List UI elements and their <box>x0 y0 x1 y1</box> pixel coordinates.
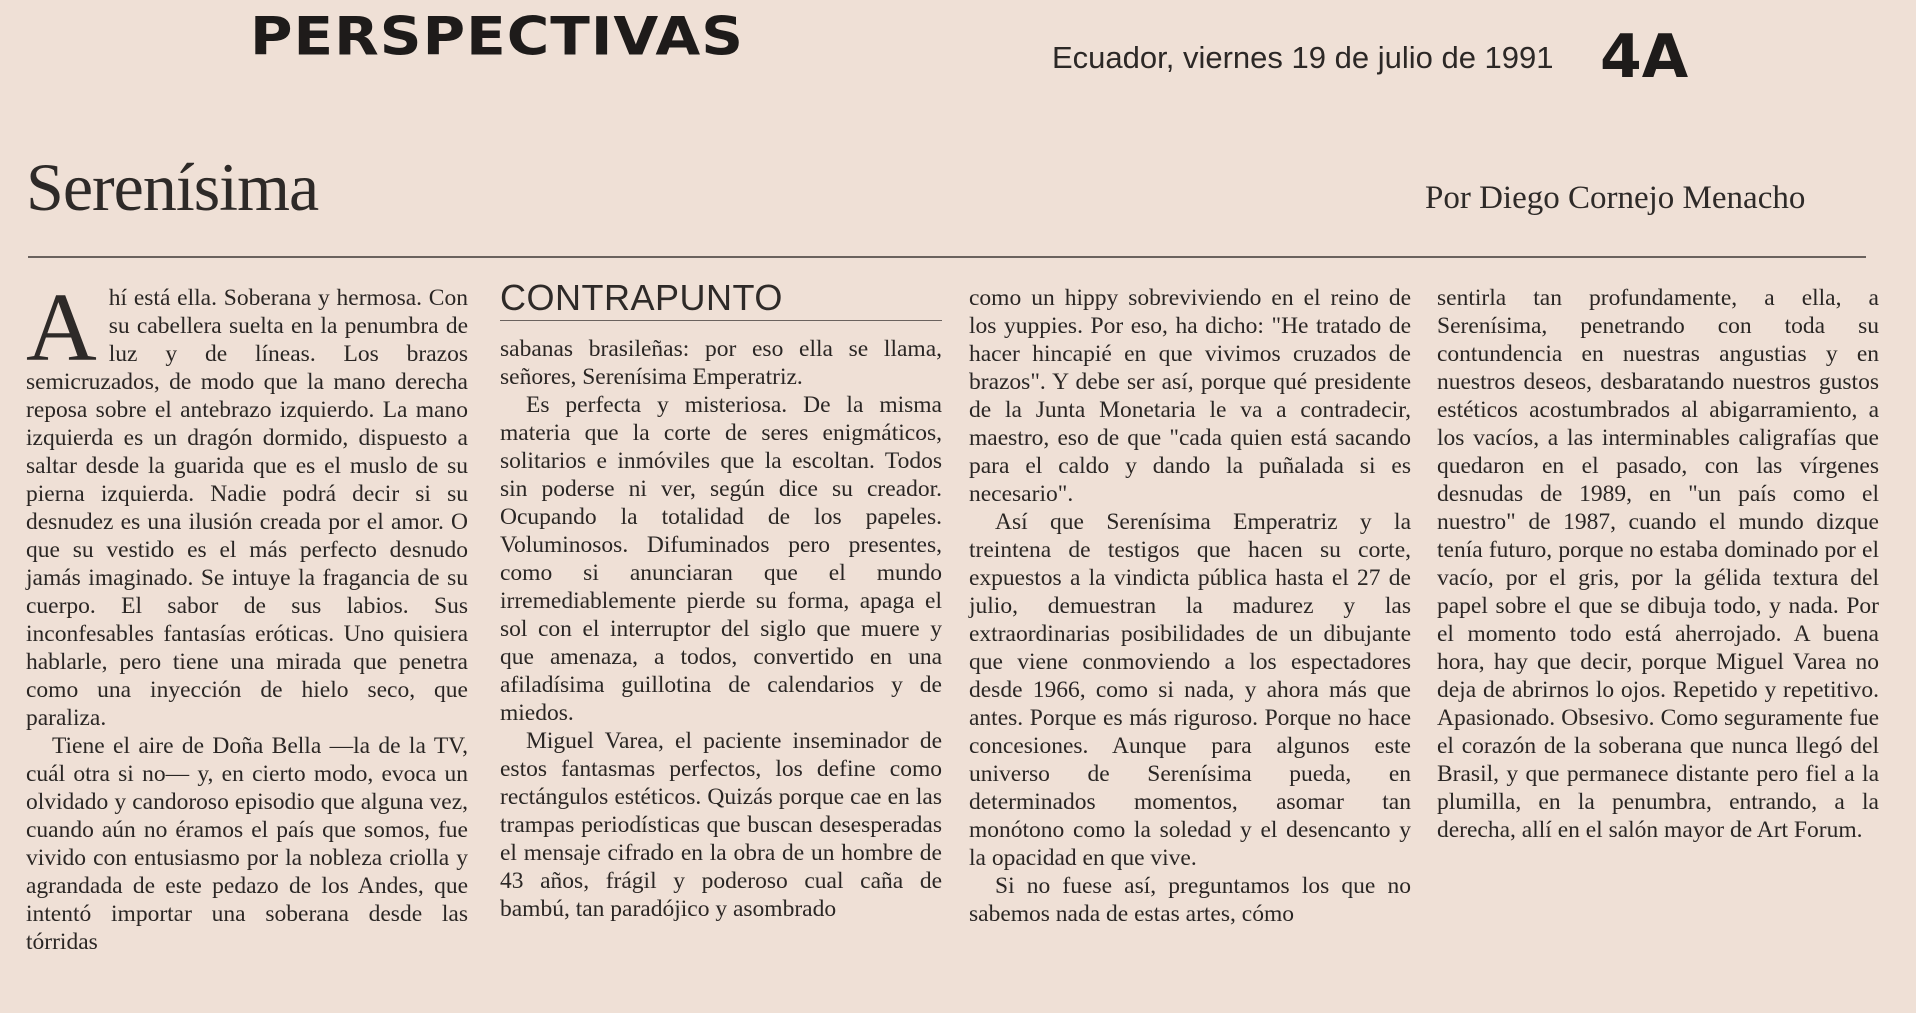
byline: Por Diego Cornejo Menacho <box>1425 180 1806 216</box>
dateline: Ecuador, viernes 19 de julio de 1991 <box>1052 40 1554 75</box>
headline: Serenísima <box>26 149 319 225</box>
paragraph <box>26 274 468 732</box>
paragraph: sabanas brasileñas: por eso ella se llama, señores, Serenísima Emperatriz. <box>500 336 942 390</box>
paragraph: como un hippy sobreviviendo en el reino de los yuppies. Por eso, ha dicho: "He tratado de hacer hincapié en que vivimos cruzados de brazos". Y debe ser así, porque qué presidente de la Junta Monetaria le va a contradecir, maestro, eso de que "cada quien está sacando para el caldo y dando la puñalada si es necesario". <box>969 285 1411 507</box>
column-1 <box>26 274 468 956</box>
kicker: CONTRAPUNTO <box>500 284 942 321</box>
page-number: 4A <box>1600 22 1689 92</box>
paragraph: sentirla tan profundamente, a ella, a Serenísima, penetrando con toda su contundencia en nuestras angustias y en nuestros deseos, desbaratando nuestros gustos estéticos acostumbrados al abigarramiento, a los vacíos, a las interminables caligrafías que quedaron en el pasado, con las vírgenes desnudas de 1989, en "un país como el nuestro" de 1987, cuando el mundo dizque tenía futuro, porque no estaba dominado por el vacío, por el gris, por la gélida textura del papel sobre el que se dibuja todo, y nada. Por el momento todo está aherrojado. A buena hora, hay que decir, porque Miguel Varea no deja de abrirnos lo ojos. Repetido y repetitivo. Apasionado. Obsesivo. Como seguramente fue el corazón de la soberana que nunca llegó del Brasil, y que permanece distante pero fiel a la plumilla, en la penumbra, entrando, a la derecha, allí en el salón mayor de Art Forum. <box>1437 285 1879 843</box>
paragraph: Es perfecta y misteriosa. De la misma materia que la corte de seres enigmáticos, solitarios e inmóviles que la escoltan. Todos sin poderse ni ver, según dice su creador. Ocupando la totalidad de los papeles. Voluminosos. Difuminados pero presentes, como si anunciaran que el mundo irremediablemente pierde su forma, apaga el sol con el interruptor del siglo que muere y que amenaza, a todos, convertido en una afiladísima guillotina de calendarios y de miedos. <box>500 392 942 726</box>
column-4 <box>1437 284 1879 844</box>
paragraph: Tiene el aire de Doña Bella —la de la TV, cuál otra si no— y, en cierto modo, evoca un olvidado y candoroso episodio que alguna vez, cuando aún no éramos el país que somos, fue vivido con entusiasmo por la nobleza criolla y agrandada de este pedazo de los Andes, que intentó importar una soberana desde las tórridas <box>26 733 468 955</box>
column-3 <box>969 284 1411 928</box>
section-title: PERSPECTIVAS <box>250 6 745 68</box>
drop-cap: A <box>26 274 97 382</box>
header-rule <box>28 256 1866 258</box>
paragraph: Si no fuese así, preguntamos los que no sabemos nada de estas artes, cómo <box>969 873 1411 927</box>
column-2 <box>500 277 942 923</box>
paragraph-text: hí está ella. Soberana y hermosa. Con su cabellera suelta en la penumbra de luz y de líneas. Los brazos semicruzados, de modo que la mano derecha reposa sobre el antebrazo izquierdo. La mano izquierda es un dragón dormido, dispuesto a saltar desde la guarida que es el muslo de su pierna izquierda. Nadie podrá decir si su desnudez es una ilusión creada por el amor. O que su vestido es el más perfecto desnudo jamás imaginado. Se intuye la fragancia de su cuerpo. El sabor de sus labios. Sus inconfesables fantasías eróticas. Uno quisiera hablarle, pero tiene una mirada que penetra como una inyección de hielo seco, que paraliza. <box>26 285 468 731</box>
paragraph: Así que Serenísima Emperatriz y la treintena de testigos que hacen su corte, expuestos a la vindicta pública hasta el 27 de julio, demuestran la madurez y las extraordinarias posibilidades de un dibujante que viene conmoviendo a los espectadores desde 1966, como si nada, y ahora más que antes. Porque es más riguroso. Porque no hace concesiones. Aunque para algunos este universo de Serenísima pueda, en determinados momentos, asomar tan monótono como la soledad y el desencanto y la opacidad en que vive. <box>969 509 1411 871</box>
paragraph: Miguel Varea, el paciente inseminador de estos fantasmas perfectos, los define como rectángulos estéticos. Quizás porque cae en las trampas periodísticas que buscan desesperadas el mensaje cifrado en la obra de un hombre de 43 años, frágil y poderoso cual caña de bambú, tan paradójico y asombrado <box>500 728 942 922</box>
